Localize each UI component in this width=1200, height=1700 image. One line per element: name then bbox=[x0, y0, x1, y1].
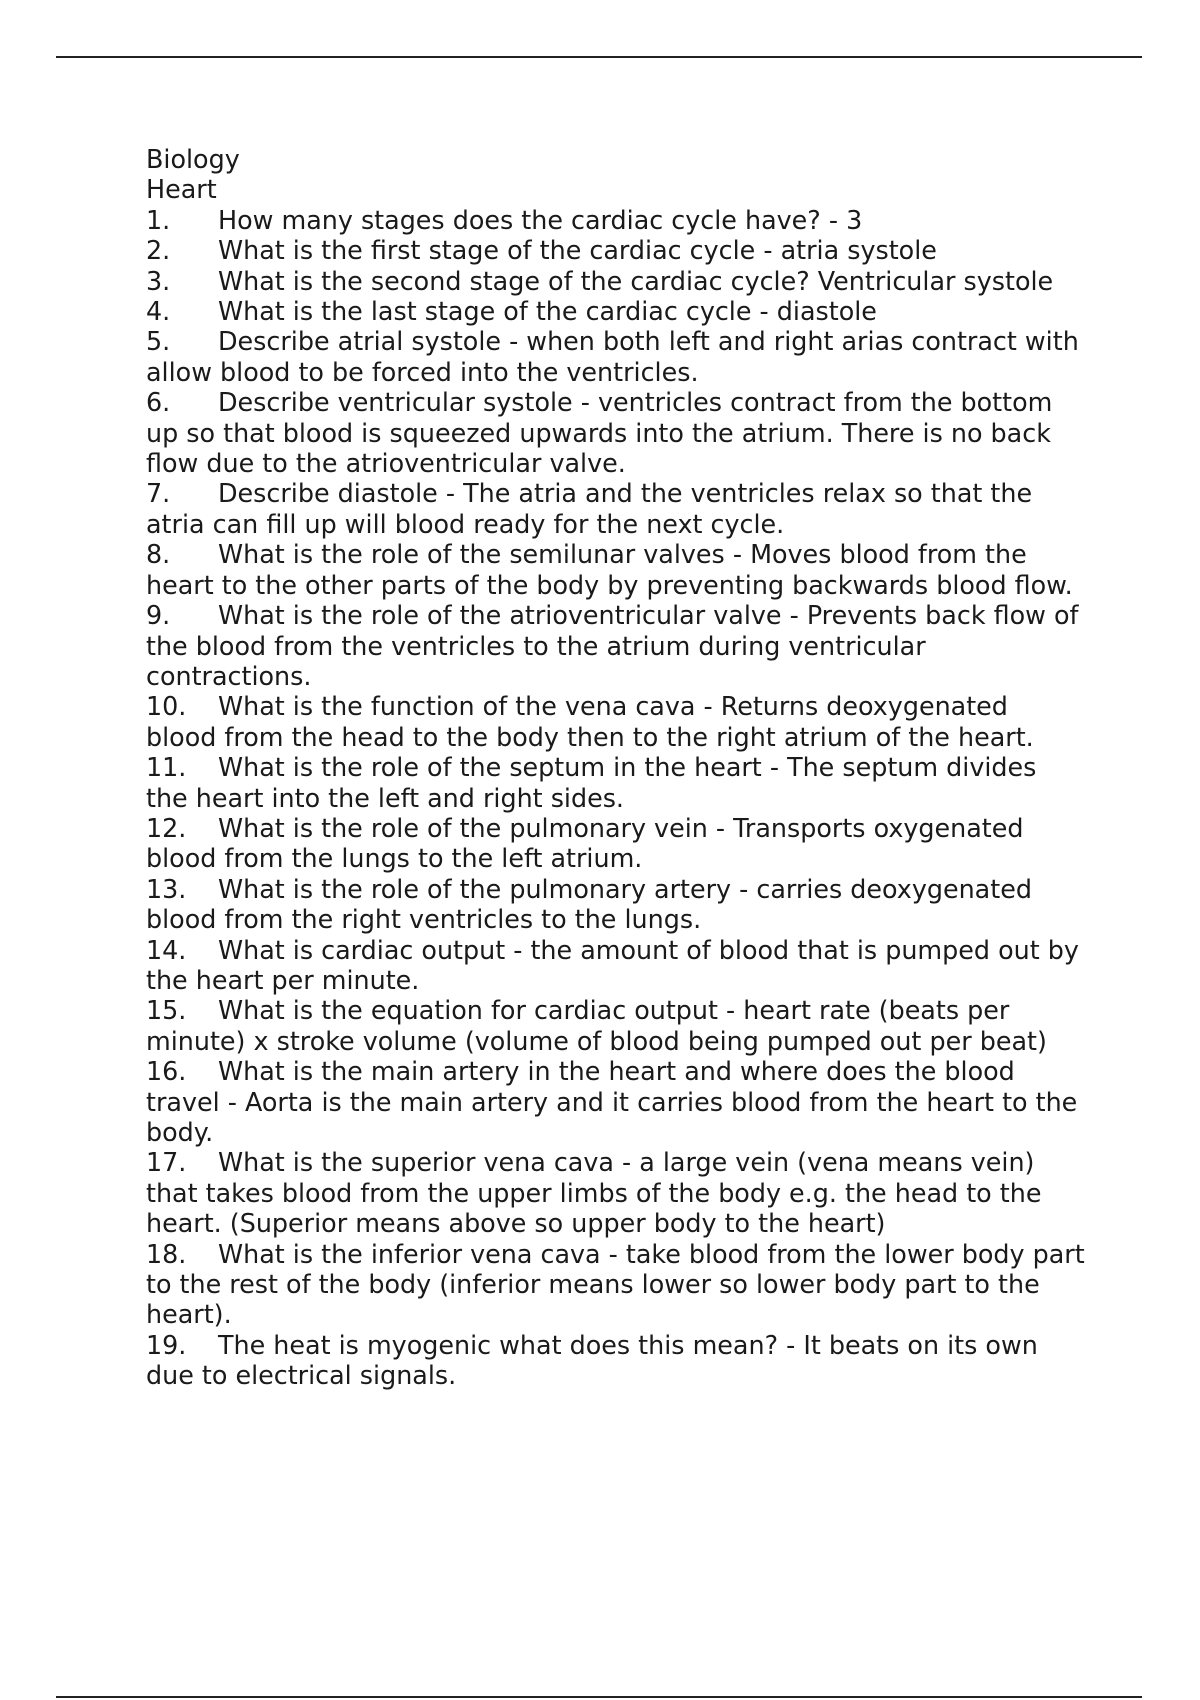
question-item-15 bbox=[146, 995, 1086, 1056]
item-text: What is the role of the atrioventricular valve - Prevents back flow of the blood from the ventricles to the atrium during ventricular contractions. bbox=[146, 600, 1079, 691]
item-text: What is the second stage of the cardiac cycle? Ventricular systole bbox=[218, 265, 1054, 296]
subject-heading: Biology bbox=[146, 144, 240, 174]
item-text: The heat is myogenic what does this mean? - It beats on its own due to electrical signals. bbox=[146, 1329, 1038, 1391]
item-number: 8. bbox=[146, 539, 171, 570]
item-text: Describe ventricular systole - ventricles contract from the bottom up so that blood is squeezed upwards into the atrium. There is no back flow due to the atrioventricular valve. bbox=[146, 387, 1053, 479]
item-number: 9. bbox=[146, 600, 171, 631]
question-item-10 bbox=[146, 691, 1086, 752]
question-item-9 bbox=[146, 600, 1086, 691]
item-number: 6. bbox=[146, 387, 171, 418]
item-text: What is the role of the pulmonary artery - carries deoxygenated blood from the right ventricles to the lungs. bbox=[146, 873, 1032, 935]
question-item-8 bbox=[146, 539, 1086, 600]
item-number: 4. bbox=[146, 296, 171, 327]
item-number: 5. bbox=[146, 326, 171, 357]
item-text: What is the superior vena cava - a large vein (vena means vein) that takes blood from the upper limbs of the body e.g. the head to the heart. (Superior means above so upper body to the heart) bbox=[146, 1147, 1042, 1239]
item-text: What is the role of the septum in the heart - The septum divides the heart into the left and right sides. bbox=[146, 752, 1037, 813]
item-number: 19. bbox=[146, 1329, 187, 1360]
question-item-1 bbox=[146, 205, 1086, 235]
item-number: 1. bbox=[146, 204, 171, 235]
item-number: 17. bbox=[146, 1147, 187, 1178]
question-item-19 bbox=[146, 1330, 1086, 1391]
item-number: 18. bbox=[146, 1238, 187, 1269]
topic-heading: Heart bbox=[146, 174, 217, 205]
question-item-3 bbox=[146, 266, 1086, 296]
question-item-6 bbox=[146, 387, 1086, 478]
question-item-7 bbox=[146, 478, 1086, 539]
item-text: Describe diastole - The atria and the ventricles relax so that the atria can fill up will blood ready for the next cycle. bbox=[146, 478, 1033, 539]
item-number: 3. bbox=[146, 265, 171, 296]
item-number: 7. bbox=[146, 478, 171, 509]
item-text: How many stages does the cardiac cycle have? - 3 bbox=[218, 204, 863, 235]
item-number: 11. bbox=[146, 752, 187, 783]
item-text: What is the last stage of the cardiac cycle - diastole bbox=[218, 296, 877, 327]
item-text: What is the inferior vena cava - take blood from the lower body part to the rest of the body (inferior means lower so lower body part to the heart). bbox=[146, 1238, 1085, 1330]
top-rule bbox=[56, 56, 1142, 58]
item-text: What is the role of the pulmonary vein - Transports oxygenated blood from the lungs to the left atrium. bbox=[146, 812, 1024, 874]
item-text: What is the role of the semilunar valves - Moves blood from the heart to the other parts of the body by preventing backwards blood flow. bbox=[146, 539, 1073, 600]
item-number: 16. bbox=[146, 1056, 187, 1087]
question-item-16 bbox=[146, 1056, 1086, 1147]
item-text: What is the first stage of the cardiac cycle - atria systole bbox=[218, 235, 937, 266]
item-text: Describe atrial systole - when both left and right arias contract with allow blood to be forced into the ventricles. bbox=[146, 326, 1079, 387]
question-item-2 bbox=[146, 235, 1086, 265]
question-item-18 bbox=[146, 1239, 1086, 1330]
item-text: What is the main artery in the heart and where does the blood travel - Aorta is the main artery and it carries blood from the heart to the body. bbox=[146, 1056, 1078, 1147]
item-text: What is cardiac output - the amount of blood that is pumped out by the heart per minute. bbox=[146, 934, 1079, 995]
bottom-rule bbox=[56, 1696, 1142, 1698]
question-item-4 bbox=[146, 296, 1086, 326]
question-item-13 bbox=[146, 874, 1086, 935]
item-number: 10. bbox=[146, 691, 187, 722]
question-item-12 bbox=[146, 813, 1086, 874]
question-item-11 bbox=[146, 752, 1086, 813]
document-body bbox=[146, 144, 1086, 1391]
item-number: 13. bbox=[146, 873, 187, 904]
item-number: 14. bbox=[146, 934, 187, 965]
question-item-14 bbox=[146, 935, 1086, 996]
item-text: What is the equation for cardiac output - heart rate (beats per minute) x stroke volume (volume of blood being pumped out per beat) bbox=[146, 995, 1047, 1056]
question-item-17 bbox=[146, 1147, 1086, 1238]
item-number: 12. bbox=[146, 812, 187, 843]
item-number: 15. bbox=[146, 995, 187, 1026]
question-item-5 bbox=[146, 326, 1086, 387]
item-number: 2. bbox=[146, 235, 171, 266]
item-text: What is the function of the vena cava - Returns deoxygenated blood from the head to the body then to the right atrium of the heart. bbox=[146, 691, 1034, 752]
